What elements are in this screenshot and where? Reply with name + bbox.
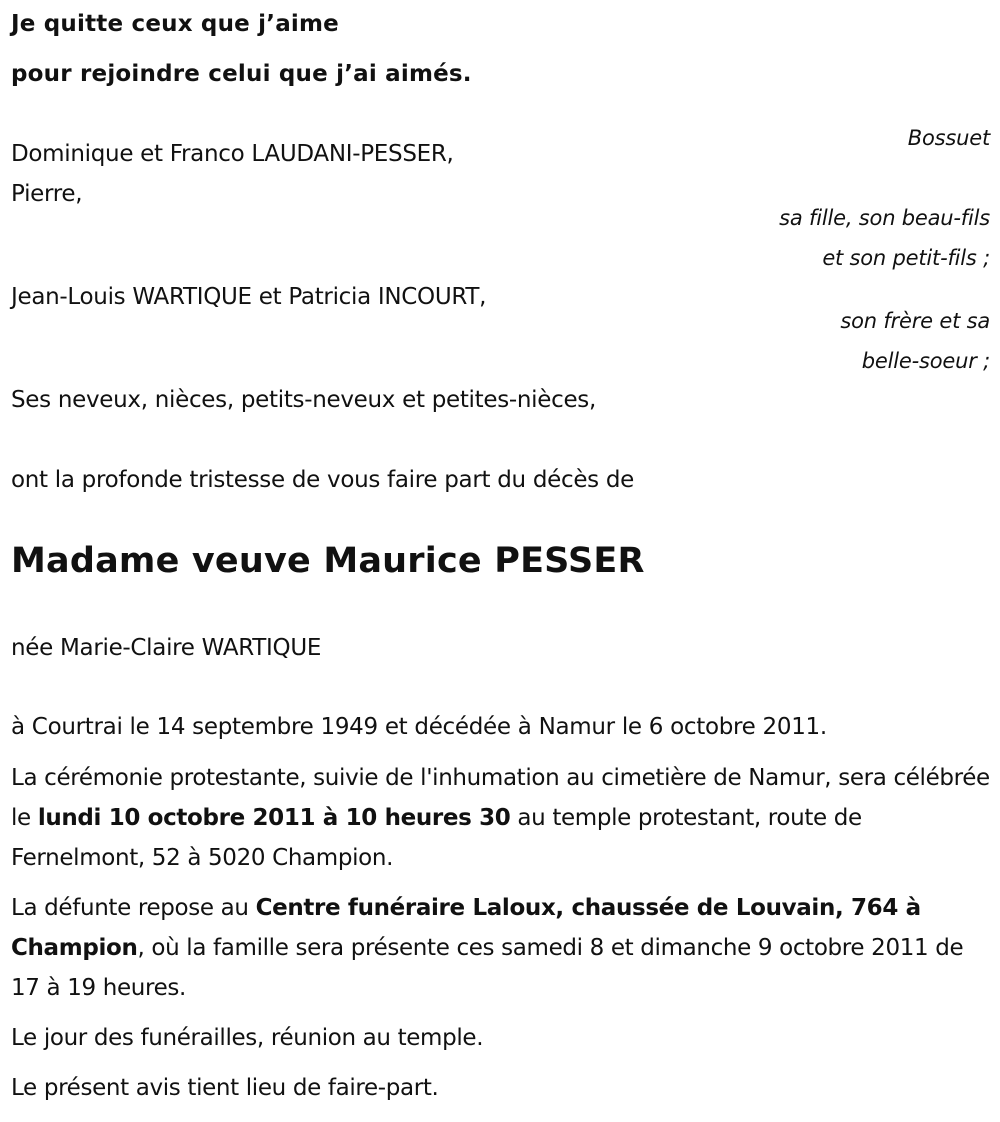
ceremony-paragraph xyxy=(11,758,996,878)
relation-brother-line-1: son frère et sa xyxy=(840,309,990,333)
funeral-home-address: Centre funéraire Laloux, chaussée de Louvain, 764 à Champion xyxy=(11,895,921,961)
family-member-grandson: Pierre, xyxy=(11,181,83,207)
ceremony-text-post: au temple protestant, route de Fernelmont, 52 à 5020 Champion. xyxy=(11,805,862,871)
quote-line-1: Je quitte ceux que j’aime xyxy=(11,11,339,37)
birth-name: née Marie-Claire WARTIQUE xyxy=(11,635,322,661)
relation-brother-line-2: belle-soeur ; xyxy=(861,349,990,373)
ceremony-datetime: lundi 10 octobre 2011 à 10 heures 30 xyxy=(37,805,511,831)
quote-author: Bossuet xyxy=(907,126,990,150)
meeting-paragraph: Le jour des funérailles, réunion au temple. xyxy=(11,1025,484,1051)
family-member-nephews: Ses neveux, nièces, petits-neveux et petites-nièces, xyxy=(11,387,597,413)
quote-line-2: pour rejoindre celui que j’ai aimés. xyxy=(11,61,472,87)
repose-paragraph xyxy=(11,888,996,1008)
relation-daughter-line-2: et son petit-fils ; xyxy=(822,246,990,270)
family-member-daughter: Dominique et Franco LAUDANI-PESSER, xyxy=(11,141,454,167)
announcement-text: ont la profonde tristesse de vous faire part du décès de xyxy=(11,467,635,493)
repose-text-pre: La défunte repose au xyxy=(11,895,256,921)
dates-paragraph: à Courtrai le 14 septembre 1949 et décédée à Namur le 6 octobre 2011. xyxy=(11,714,827,740)
family-member-brother: Jean-Louis WARTIQUE et Patricia INCOURT, xyxy=(11,284,487,310)
ceremony-text-pre: La cérémonie protestante, suivie de l'inhumation au cimetière de Namur, sera célébrée le xyxy=(11,765,990,831)
relation-daughter-line-1: sa fille, son beau-fils xyxy=(779,206,990,230)
deceased-name: Madame veuve Maurice PESSER xyxy=(11,541,645,581)
notice-paragraph: Le présent avis tient lieu de faire-part. xyxy=(11,1075,439,1101)
repose-text-post: , où la famille sera présente ces samedi 8 et dimanche 9 octobre 2011 de 17 à 19 heures. xyxy=(11,935,964,1001)
